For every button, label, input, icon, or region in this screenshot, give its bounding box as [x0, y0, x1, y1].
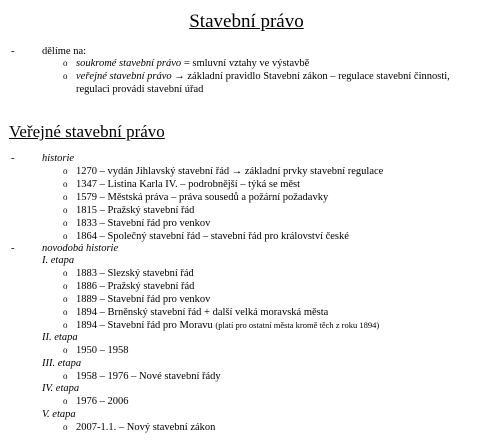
bullet-circle: o: [63, 205, 68, 215]
bullet-dash: -: [11, 46, 15, 57]
bullet-dash: -: [11, 153, 15, 164]
historie-item: 1815 – Pražský stavební řád: [76, 205, 195, 216]
bullet-circle: o: [63, 422, 68, 432]
etapa-label: I. etapa: [42, 255, 75, 266]
etapa-item: 1958 – 1976 – Nové stavební řády: [76, 371, 221, 382]
bullet-circle: o: [63, 320, 68, 330]
page-title: Stavební právo: [189, 11, 304, 32]
bullet-circle: o: [63, 294, 68, 304]
intro-rest: = smluvní vztahy ve výstavbě: [181, 58, 310, 69]
etapa-item: 1883 – Slezský stavební řád: [76, 268, 194, 279]
etapa-label: II. etapa: [42, 332, 78, 343]
historie-item: 1579 – Městská práva – práva sousedů a požární požadavky: [76, 192, 329, 203]
etapa-item: 1886 – Pražský stavební řád: [76, 281, 195, 292]
intro-term: soukromé stavební právo: [76, 58, 182, 69]
etapa-item: [76, 319, 379, 332]
bullet-dash: -: [11, 243, 15, 254]
etapa-item: 1894 – Brněnský stavební řád + další velká moravská města: [76, 307, 329, 318]
etapa-item-note: (platí pro ostatní města kromě těch z roku 1894): [215, 320, 380, 330]
bullet-circle: o: [63, 58, 68, 68]
historie-item: 1347 – Listina Karla IV. – podrobnější – týká se měst: [76, 179, 301, 190]
intro-lead: dělíme na:: [42, 46, 87, 57]
bullet-circle: o: [63, 371, 68, 381]
bullet-circle: o: [63, 345, 68, 355]
bullet-circle: o: [63, 307, 68, 317]
etapa-item: 1976 – 2006: [76, 396, 129, 407]
intro-item: [76, 57, 309, 70]
intro-term: veřejné stavební právo: [76, 71, 172, 82]
section-heading: Veřejné stavební právo: [9, 122, 165, 141]
historie-label: historie: [42, 153, 75, 164]
historie-item: 1864 – Společný stavební řád – stavební řád pro království české: [76, 231, 349, 242]
historie-item: 1833 – Stavební řád pro venkov: [76, 218, 211, 229]
etapa-item: 1889 – Stavební řád pro venkov: [76, 294, 211, 305]
bullet-circle: o: [63, 179, 68, 189]
intro-item: [76, 70, 450, 83]
etapa-label: IV. etapa: [42, 383, 80, 394]
bullet-circle: o: [63, 192, 68, 202]
etapa-label: V. etapa: [42, 409, 76, 420]
bullet-circle: o: [63, 166, 68, 176]
historie-item: 1270 – vydán Jihlavský stavební řád → základní prvky stavební regulace: [76, 166, 384, 177]
bullet-circle: o: [63, 231, 68, 241]
etapa-item-text: 1894 – Stavební řád pro Moravu: [76, 320, 216, 331]
etapa-item: 1950 – 1958: [76, 345, 129, 356]
intro-item-continuation: regulaci provádí stavební úřad: [76, 84, 204, 95]
bullet-circle: o: [63, 268, 68, 278]
etapa-label: III. etapa: [42, 358, 82, 369]
novodoba-label: novodobá historie: [42, 243, 119, 254]
etapa-item: 2007-1.1. – Nový stavební zákon: [76, 422, 216, 433]
bullet-circle: o: [63, 281, 68, 291]
bullet-circle: o: [63, 218, 68, 228]
intro-rest: → základní pravidlo Stavební zákon – regulace stavební činnosti,: [171, 71, 450, 82]
bullet-circle: o: [63, 71, 68, 81]
bullet-circle: o: [63, 396, 68, 406]
